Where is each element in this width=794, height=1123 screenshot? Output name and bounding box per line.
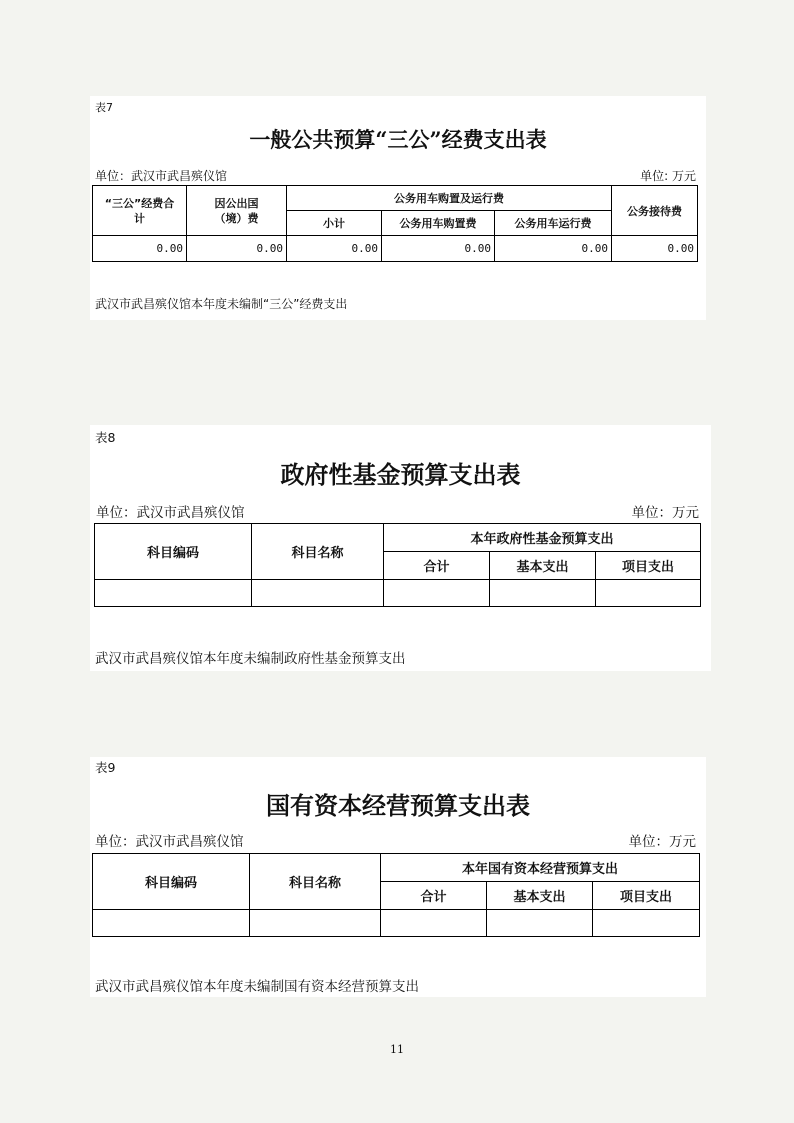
table9-note: 武汉市武昌殡仪馆本年度未编制国有资本经营预算支出	[95, 979, 419, 995]
header-project-expense: 项目支出	[593, 882, 700, 910]
header-subtotal: 小计	[287, 211, 382, 236]
header-subject-name: 科目名称	[252, 524, 384, 580]
table7-grid	[92, 185, 698, 262]
table8-note: 武汉市武昌殡仪馆本年度未编制政府性基金预算支出	[95, 651, 406, 667]
table7-unit-right: 单位: 万元	[640, 169, 696, 183]
table-cell: 0.00	[382, 236, 495, 262]
table-cell	[593, 910, 700, 937]
table-cell: 0.00	[93, 236, 187, 262]
table7-section	[90, 96, 706, 320]
table-cell	[252, 580, 384, 607]
table9-unit-left: 单位：武汉市武昌殡仪馆	[95, 834, 244, 850]
table7-title: 一般公共预算“三公”经费支出表	[249, 127, 547, 152]
table-cell	[596, 580, 701, 607]
page-number: 11	[390, 1043, 404, 1056]
table9-grid	[92, 853, 700, 937]
table8-unit-right: 单位：万元	[631, 505, 699, 521]
table7-unit-left: 单位：武汉市武昌殡仪馆	[95, 169, 228, 183]
header-subject-name: 科目名称	[250, 854, 381, 910]
header-car-purchase: 公务用车购置费	[382, 211, 495, 236]
table8-section	[90, 425, 711, 671]
table-cell: 0.00	[612, 236, 698, 262]
table8-title: 政府性基金预算支出表	[280, 460, 521, 489]
table-cell	[490, 580, 596, 607]
table8-label: 表8	[95, 430, 116, 445]
table9-section	[90, 757, 706, 997]
table7-note: 武汉市武昌殡仪馆本年度未编制“三公”经费支出	[95, 297, 348, 311]
table-cell	[384, 580, 490, 607]
header-subject-code: 科目编码	[95, 524, 252, 580]
table-cell	[95, 580, 252, 607]
table-cell	[487, 910, 593, 937]
header-total: 合计	[381, 882, 487, 910]
table8-grid	[94, 523, 701, 607]
table-cell: 0.00	[187, 236, 287, 262]
header-car-group: 公务用车购置及运行费	[287, 186, 612, 211]
header-basic-expense: 基本支出	[490, 552, 596, 580]
table9-unit-right: 单位：万元	[628, 834, 696, 850]
table-cell	[93, 910, 250, 937]
table-cell	[250, 910, 381, 937]
header-reception-fee: 公务接待费	[612, 186, 698, 236]
header-abroad-fee: 因公出国（境）费	[187, 186, 287, 236]
header-three-public-total: “三公”经费合计	[93, 186, 187, 236]
table9-title: 国有资本经营预算支出表	[266, 791, 530, 820]
header-basic-expense: 基本支出	[487, 882, 593, 910]
table-cell: 0.00	[495, 236, 612, 262]
header-car-operation: 公务用车运行费	[495, 211, 612, 236]
table9-label: 表9	[95, 760, 116, 775]
header-project-expense: 项目支出	[596, 552, 701, 580]
header-fund-group: 本年政府性基金预算支出	[384, 524, 701, 552]
table-cell: 0.00	[287, 236, 382, 262]
header-subject-code: 科目编码	[93, 854, 250, 910]
table7-label: 表7	[95, 101, 113, 114]
table8-unit-left: 单位：武汉市武昌殡仪馆	[96, 505, 245, 521]
header-capital-group: 本年国有资本经营预算支出	[381, 854, 700, 882]
header-total: 合计	[384, 552, 490, 580]
table-cell	[381, 910, 487, 937]
